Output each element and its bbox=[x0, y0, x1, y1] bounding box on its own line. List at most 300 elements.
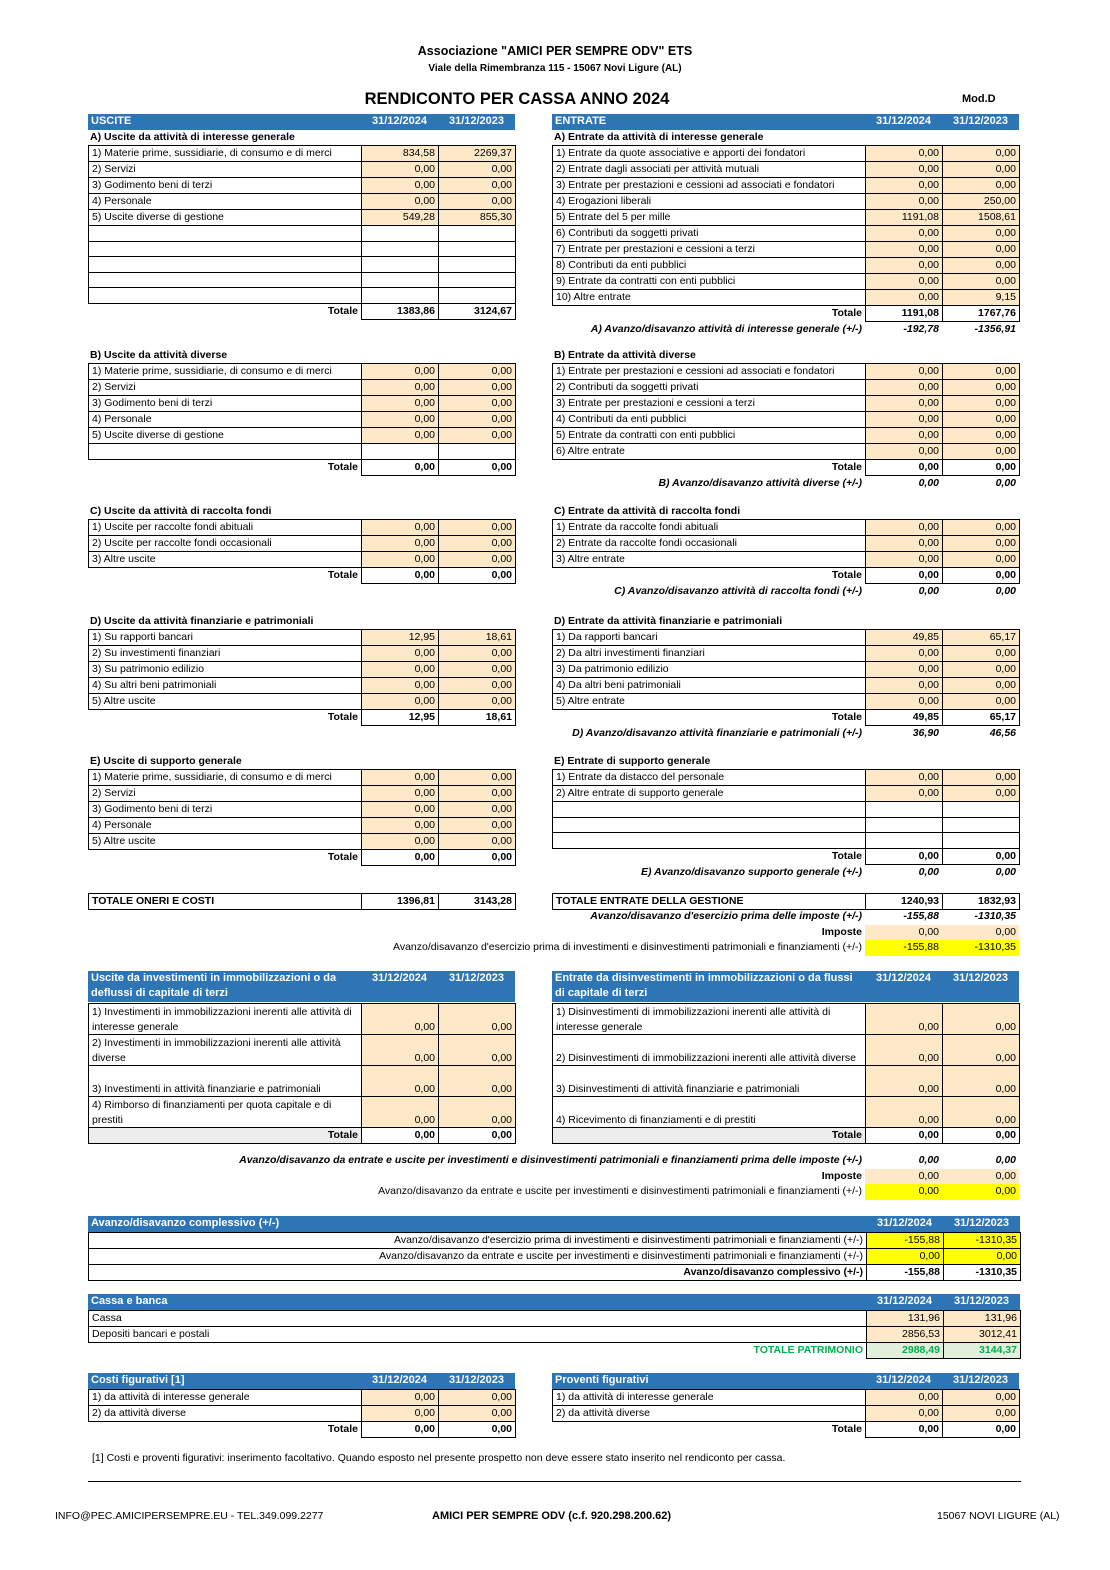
value-2024: 0,00 bbox=[362, 396, 439, 412]
complessivo bbox=[88, 1216, 1020, 1281]
complessivo-title: Avanzo/disavanzo complessivo (+/-) bbox=[88, 1216, 866, 1232]
complessivo-2023: -1310,35 bbox=[944, 1232, 1021, 1248]
year-2024-col: 31/12/2024 bbox=[361, 114, 438, 130]
model-code: Mod.D bbox=[962, 93, 996, 105]
value-2024: 0,00 bbox=[362, 770, 439, 786]
row-label: 1) da attività di interesse generale bbox=[553, 1390, 866, 1406]
year-2024-col: 31/12/2024 bbox=[361, 971, 438, 1002]
value-2023: 2269,37 bbox=[439, 146, 516, 162]
value-2023 bbox=[943, 802, 1020, 818]
cassa-2023: 3012,41 bbox=[944, 1326, 1021, 1342]
row-label: 1) Disinvestimenti di immobilizzazioni inerenti alle attività di interesse generale bbox=[553, 1004, 866, 1035]
value-2024 bbox=[362, 241, 439, 257]
entrate-header bbox=[552, 114, 1019, 130]
uscite-e-title: E) Uscite di supporto generale bbox=[90, 755, 242, 767]
value-2024: 0,00 bbox=[362, 1390, 439, 1406]
year-2024-col: 31/12/2024 bbox=[865, 1373, 942, 1389]
year-2023-col: 31/12/2023 bbox=[943, 1294, 1020, 1310]
row-label: 5) Altre uscite bbox=[89, 694, 362, 710]
invest-out-title: Uscite da investimenti in immobilizzazioni o da deflussi di capitale di terzi bbox=[88, 971, 361, 1002]
totale-oneri-label: TOTALE ONERI E COSTI bbox=[89, 894, 362, 910]
value-2024: 0,00 bbox=[866, 770, 943, 786]
total-2024: 0,00 bbox=[362, 850, 439, 866]
value-2024: 0,00 bbox=[866, 380, 943, 396]
result-2023: 0,00 bbox=[995, 585, 1016, 598]
value-2024 bbox=[866, 817, 943, 833]
value-2024: 0,00 bbox=[362, 536, 439, 552]
row-label bbox=[89, 288, 362, 304]
complessivo-2024: -155,88 bbox=[867, 1232, 944, 1248]
divider bbox=[88, 1481, 1021, 1482]
value-2024: 0,00 bbox=[362, 1097, 439, 1128]
value-2023 bbox=[439, 226, 516, 242]
value-2024: 0,00 bbox=[362, 786, 439, 802]
value-2024: 0,00 bbox=[362, 428, 439, 444]
cassa-label: Cassa bbox=[89, 1310, 867, 1326]
value-2023: 0,00 bbox=[943, 178, 1020, 194]
costi-figurativi-header bbox=[88, 1373, 515, 1389]
total-2024: 12,95 bbox=[362, 710, 439, 726]
total-label: Totale bbox=[327, 569, 358, 582]
row-label: 6) Contributi da soggetti privati bbox=[553, 226, 866, 242]
value-2023: 0,00 bbox=[439, 818, 516, 834]
cassa-2024: 2856,53 bbox=[867, 1326, 944, 1342]
value-2024: 0,00 bbox=[362, 802, 439, 818]
total-2024: 0,00 bbox=[362, 459, 439, 475]
result-label: A) Avanzo/disavanzo attività di interesse generale (+/-) bbox=[590, 323, 862, 336]
value-2023 bbox=[439, 241, 516, 257]
total-label: Totale bbox=[327, 851, 358, 864]
value-2023: 0,00 bbox=[943, 412, 1020, 428]
value-2024: 0,00 bbox=[866, 1390, 943, 1406]
cassa-label: Depositi bancari e postali bbox=[89, 1326, 867, 1342]
totale-patrimonio-2024: 2988,49 bbox=[867, 1342, 944, 1358]
value-2023: 250,00 bbox=[943, 194, 1020, 210]
value-2024: 0,00 bbox=[866, 226, 943, 242]
value-2023: 0,00 bbox=[439, 536, 516, 552]
footnote: [1] Costi e proventi figurativi: inserimento facoltativo. Quando esposto nel presente prospetto non deve essere stato inserito nel rendiconto per cassa. bbox=[92, 1452, 786, 1464]
row-label bbox=[553, 817, 866, 833]
total-2023: 0,00 bbox=[943, 568, 1020, 584]
value-2023: 0,00 bbox=[439, 552, 516, 568]
value-2023 bbox=[439, 444, 516, 460]
value-2024: 0,00 bbox=[866, 364, 943, 380]
value-2024: 0,00 bbox=[362, 520, 439, 536]
year-2023-col: 31/12/2023 bbox=[438, 971, 515, 1002]
value-2023: 0,00 bbox=[943, 662, 1020, 678]
row-label: 4) Personale bbox=[89, 818, 362, 834]
result-label: Avanzo/disavanzo da entrate e uscite per investimenti e disinvestimenti patrimoniali e finanziamenti (+/-) bbox=[378, 1185, 862, 1198]
row-label: 9) Entrate da contratti con enti pubblici bbox=[553, 274, 866, 290]
total-2024: 0,00 bbox=[362, 1422, 439, 1438]
org-address: Viale della Rimembranza 115 - 15067 Novi Ligure (AL) bbox=[428, 63, 682, 74]
row-label: 3) Godimento beni di terzi bbox=[89, 178, 362, 194]
row-label: 3) Altre entrate bbox=[553, 552, 866, 568]
value-2023 bbox=[439, 272, 516, 288]
value-2023: 0,00 bbox=[439, 1066, 516, 1097]
total-2023: 65,17 bbox=[943, 710, 1020, 726]
total-label: Totale bbox=[327, 460, 358, 473]
year-2023-col: 31/12/2023 bbox=[438, 1373, 515, 1389]
result-label: Imposte bbox=[821, 925, 862, 938]
row-label: 1) Entrate da quote associative e apporti dei fondatori bbox=[553, 146, 866, 162]
costi-figurativi-title: Costi figurativi [1] bbox=[88, 1373, 361, 1389]
value-2023 bbox=[943, 833, 1020, 849]
value-2023: 0,00 bbox=[943, 428, 1020, 444]
row-label: 6) Altre entrate bbox=[553, 444, 866, 460]
entrate-title: ENTRATE bbox=[552, 114, 865, 130]
value-2024: 0,00 bbox=[866, 1066, 943, 1097]
row-label: 3) Investimenti in attività finanziarie e patrimoniali bbox=[89, 1066, 362, 1097]
value-2024: 0,00 bbox=[866, 662, 943, 678]
value-2023: 0,00 bbox=[439, 162, 516, 178]
value-2023: 0,00 bbox=[439, 678, 516, 694]
value-2023: 1508,61 bbox=[943, 210, 1020, 226]
value-2023: 0,00 bbox=[439, 770, 516, 786]
total-2024: 0,00 bbox=[866, 1128, 943, 1144]
complessivo-2023: -1310,35 bbox=[944, 1264, 1021, 1280]
value-2024: 0,00 bbox=[362, 552, 439, 568]
value-2024: 0,00 bbox=[866, 178, 943, 194]
value-2024: 0,00 bbox=[362, 662, 439, 678]
value-2023: 0,00 bbox=[943, 1390, 1020, 1406]
year-2023-col: 31/12/2023 bbox=[942, 971, 1019, 1002]
value-2023: 0,00 bbox=[943, 274, 1020, 290]
total-2024: 1191,08 bbox=[866, 306, 943, 322]
value-2023: 0,00 bbox=[439, 364, 516, 380]
value-2024: 0,00 bbox=[362, 1066, 439, 1097]
result-2023: 0,00 bbox=[995, 865, 1016, 878]
row-label: 2) Contributi da soggetti privati bbox=[553, 380, 866, 396]
total-2023: 0,00 bbox=[439, 1422, 516, 1438]
year-2023-col: 31/12/2023 bbox=[942, 1373, 1019, 1389]
value-2024: 0,00 bbox=[866, 412, 943, 428]
value-2023: 0,00 bbox=[943, 1035, 1020, 1066]
totale-entrate-2023: 1832,93 bbox=[943, 894, 1020, 910]
result-label: C) Avanzo/disavanzo attività di raccolta fondi (+/-) bbox=[614, 585, 862, 598]
value-2024: 0,00 bbox=[866, 258, 943, 274]
value-2023: 0,00 bbox=[439, 1390, 516, 1406]
value-2024 bbox=[362, 444, 439, 460]
value-2024: 834,58 bbox=[362, 146, 439, 162]
row-label bbox=[89, 241, 362, 257]
complessivo-label: Avanzo/disavanzo complessivo (+/-) bbox=[89, 1264, 867, 1280]
result-2023: 0,00 bbox=[995, 1154, 1016, 1167]
value-2024: 0,00 bbox=[362, 194, 439, 210]
value-2024 bbox=[362, 272, 439, 288]
value-2023: 0,00 bbox=[943, 552, 1020, 568]
total-label: Totale bbox=[327, 304, 358, 317]
year-2024-col: 31/12/2024 bbox=[866, 1294, 943, 1310]
result-label: D) Avanzo/disavanzo attività finanziarie e patrimoniali (+/-) bbox=[572, 727, 862, 740]
row-label: 3) Godimento beni di terzi bbox=[89, 396, 362, 412]
row-label: 4) Rimborso di finanziamenti per quota capitale e di prestiti bbox=[89, 1097, 362, 1128]
result-2024: 0,00 bbox=[865, 1169, 942, 1185]
value-2023: 9,15 bbox=[943, 290, 1020, 306]
result-2024: -192,78 bbox=[903, 323, 939, 336]
value-2024 bbox=[362, 257, 439, 273]
result-2023: -1356,91 bbox=[974, 323, 1016, 336]
entrate-e bbox=[552, 754, 1019, 880]
result-2024: -155,88 bbox=[903, 910, 939, 923]
value-2024: 0,00 bbox=[362, 380, 439, 396]
result-label: Avanzo/disavanzo d'esercizio prima delle imposte (+/-) bbox=[590, 910, 862, 923]
row-label: 3) Disinvestimenti di attività finanziarie e patrimoniali bbox=[553, 1066, 866, 1097]
value-2023: 0,00 bbox=[439, 520, 516, 536]
invest-in-rows bbox=[552, 1003, 1019, 1144]
complessivo-label: Avanzo/disavanzo d'esercizio prima di investimenti e disinvestimenti patrimoniali e finanziamenti (+/-) bbox=[89, 1232, 867, 1248]
value-2023: 0,00 bbox=[943, 242, 1020, 258]
row-label: 2) da attività diverse bbox=[89, 1406, 362, 1422]
result-2023: -1310,35 bbox=[942, 940, 1019, 956]
row-label: 2) Entrate dagli associati per attività mutuali bbox=[553, 162, 866, 178]
result-2024: 0,00 bbox=[918, 585, 939, 598]
value-2024 bbox=[866, 802, 943, 818]
total-2023: 1767,76 bbox=[943, 306, 1020, 322]
row-label: 2) Da altri investimenti finanziari bbox=[553, 646, 866, 662]
value-2024: 12,95 bbox=[362, 630, 439, 646]
total-2024: 0,00 bbox=[866, 568, 943, 584]
value-2023: 0,00 bbox=[439, 834, 516, 850]
entrate-e-title: E) Entrate di supporto generale bbox=[554, 755, 711, 767]
value-2024: 0,00 bbox=[362, 1406, 439, 1422]
value-2024: 0,00 bbox=[866, 242, 943, 258]
value-2024: 0,00 bbox=[866, 646, 943, 662]
value-2023: 0,00 bbox=[943, 146, 1020, 162]
value-2024: 0,00 bbox=[866, 678, 943, 694]
value-2024 bbox=[866, 833, 943, 849]
value-2024: 0,00 bbox=[866, 1406, 943, 1422]
row-label: 1) Da rapporti bancari bbox=[553, 630, 866, 646]
value-2023: 0,00 bbox=[439, 662, 516, 678]
value-2024: 0,00 bbox=[866, 1004, 943, 1035]
value-2023: 0,00 bbox=[943, 396, 1020, 412]
row-label: 5) Entrate da contratti con enti pubblici bbox=[553, 428, 866, 444]
row-label: 3) Godimento beni di terzi bbox=[89, 802, 362, 818]
totale-entrate bbox=[552, 893, 1019, 910]
row-label: 1) Investimenti in immobilizzazioni inerenti alle attività di interesse generale bbox=[89, 1004, 362, 1035]
value-2024: 549,28 bbox=[362, 210, 439, 226]
row-label: 1) Materie prime, sussidiarie, di consumo e di merci bbox=[89, 770, 362, 786]
cassa-banca bbox=[88, 1294, 1020, 1359]
value-2024: 0,00 bbox=[866, 194, 943, 210]
result-label: Avanzo/disavanzo da entrate e uscite per investimenti e disinvestimenti patrimoniali e finanziamenti prima delle imposte (+/-) bbox=[239, 1154, 862, 1167]
result-2024: 0,00 bbox=[918, 865, 939, 878]
row-label: 3) Entrate per prestazioni e cessioni a terzi bbox=[553, 396, 866, 412]
row-label: 4) Erogazioni liberali bbox=[553, 194, 866, 210]
result-2024: -155,88 bbox=[865, 940, 942, 956]
total-2024: 0,00 bbox=[866, 848, 943, 864]
value-2024: 0,00 bbox=[866, 146, 943, 162]
value-2024: 0,00 bbox=[866, 396, 943, 412]
page-title: RENDICONTO PER CASSA ANNO 2024 bbox=[364, 90, 670, 108]
total-2023: 18,61 bbox=[439, 710, 516, 726]
value-2024: 0,00 bbox=[362, 178, 439, 194]
complessivo-2023: 0,00 bbox=[944, 1248, 1021, 1264]
value-2023: 0,00 bbox=[439, 1004, 516, 1035]
total-2023: 0,00 bbox=[943, 1422, 1020, 1438]
footer-city: 15067 NOVI LIGURE (AL) bbox=[937, 1510, 1060, 1522]
row-label: 2) Disinvestimenti di immobilizzazioni inerenti alle attività diverse bbox=[553, 1035, 866, 1066]
uscite-a bbox=[88, 130, 515, 320]
value-2024: 0,00 bbox=[866, 520, 943, 536]
row-label bbox=[89, 444, 362, 460]
result-2024: 0,00 bbox=[918, 477, 939, 490]
value-2023 bbox=[439, 288, 516, 304]
row-label: 2) da attività diverse bbox=[553, 1406, 866, 1422]
value-2024: 0,00 bbox=[866, 552, 943, 568]
row-label: 3) Altre uscite bbox=[89, 552, 362, 568]
total-2024: 0,00 bbox=[362, 1128, 439, 1144]
proventi-figurativi-rows bbox=[552, 1389, 1019, 1438]
total-2023: 0,00 bbox=[439, 568, 516, 584]
row-label: 1) Materie prime, sussidiarie, di consumo e di merci bbox=[89, 146, 362, 162]
total-label: Totale bbox=[831, 307, 862, 320]
total-2023: 0,00 bbox=[439, 1128, 516, 1144]
entrate-b-title: B) Entrate da attività diverse bbox=[554, 349, 696, 361]
value-2024: 49,85 bbox=[866, 630, 943, 646]
total-2023: 0,00 bbox=[943, 460, 1020, 476]
invest-in-title: Entrate da disinvestimenti in immobilizzazioni o da flussi di capitale di terzi bbox=[552, 971, 865, 1002]
entrate-a bbox=[552, 130, 1019, 338]
row-label: 2) Servizi bbox=[89, 786, 362, 802]
value-2023: 0,00 bbox=[439, 380, 516, 396]
value-2023: 0,00 bbox=[439, 412, 516, 428]
value-2024: 0,00 bbox=[362, 818, 439, 834]
total-2024: 49,85 bbox=[866, 710, 943, 726]
value-2023: 0,00 bbox=[439, 1406, 516, 1422]
value-2023: 0,00 bbox=[439, 178, 516, 194]
uscite-c bbox=[88, 504, 515, 584]
uscite-d bbox=[88, 614, 515, 726]
row-label: 1) Entrate per prestazioni e cessioni ad associati e fondatori bbox=[553, 364, 866, 380]
value-2023: 0,00 bbox=[943, 694, 1020, 710]
value-2023 bbox=[943, 817, 1020, 833]
row-label: 5) Uscite diverse di gestione bbox=[89, 428, 362, 444]
value-2023: 0,00 bbox=[439, 694, 516, 710]
complessivo-2024: 0,00 bbox=[867, 1248, 944, 1264]
value-2024: 0,00 bbox=[362, 1004, 439, 1035]
year-2024-col: 31/12/2024 bbox=[865, 971, 942, 1002]
uscite-b bbox=[88, 348, 515, 476]
value-2024: 0,00 bbox=[866, 1097, 943, 1128]
value-2024: 0,00 bbox=[362, 646, 439, 662]
proventi-figurativi-title: Proventi figurativi bbox=[552, 1373, 865, 1389]
row-label: 4) Su altri beni patrimoniali bbox=[89, 678, 362, 694]
row-label: 4) Ricevimento di finanziamenti e di prestiti bbox=[553, 1097, 866, 1128]
total-label: Totale bbox=[831, 849, 862, 862]
totale-oneri-2023: 3143,28 bbox=[439, 894, 516, 910]
row-label: 1) Entrate da raccolte fondi abituali bbox=[553, 520, 866, 536]
entrate-c bbox=[552, 504, 1019, 600]
result-label: Imposte bbox=[821, 1169, 862, 1182]
row-label: 10) Altre entrate bbox=[553, 290, 866, 306]
row-label: 4) Contributi da enti pubblici bbox=[553, 412, 866, 428]
value-2023: 0,00 bbox=[943, 226, 1020, 242]
cassa-2024: 131,96 bbox=[867, 1310, 944, 1326]
value-2023: 0,00 bbox=[943, 364, 1020, 380]
value-2024: 0,00 bbox=[866, 290, 943, 306]
entrate-a-title: A) Entrate da attività di interesse generale bbox=[554, 131, 764, 143]
uscite-a-title: A) Uscite da attività di interesse generale bbox=[90, 131, 295, 143]
value-2023: 0,00 bbox=[439, 1035, 516, 1066]
row-label: 3) Entrate per prestazioni e cessioni ad associati e fondatori bbox=[553, 178, 866, 194]
value-2023: 65,17 bbox=[943, 630, 1020, 646]
row-label bbox=[89, 226, 362, 242]
row-label: 1) Uscite per raccolte fondi abituali bbox=[89, 520, 362, 536]
cassa-2023: 131,96 bbox=[944, 1310, 1021, 1326]
value-2023: 0,00 bbox=[943, 678, 1020, 694]
totale-entrate-2024: 1240,93 bbox=[866, 894, 943, 910]
total-2024: 0,00 bbox=[362, 568, 439, 584]
value-2023: 0,00 bbox=[943, 1066, 1020, 1097]
invest-in-header bbox=[552, 971, 1019, 1002]
total-label: Totale bbox=[831, 461, 862, 474]
complessivo-2024: -155,88 bbox=[867, 1264, 944, 1280]
cassa-title: Cassa e banca bbox=[88, 1294, 866, 1310]
value-2023: 0,00 bbox=[439, 428, 516, 444]
result-2024: 0,00 bbox=[865, 1184, 942, 1200]
result-label: B) Avanzo/disavanzo attività diverse (+/-) bbox=[658, 477, 862, 490]
value-2024: 0,00 bbox=[362, 162, 439, 178]
value-2024: 0,00 bbox=[362, 1035, 439, 1066]
row-label: 8) Contributi da enti pubblici bbox=[553, 258, 866, 274]
result-2023: -1310,35 bbox=[974, 910, 1016, 923]
value-2024: 0,00 bbox=[362, 364, 439, 380]
row-label: 4) Personale bbox=[89, 412, 362, 428]
value-2023: 0,00 bbox=[943, 770, 1020, 786]
row-label: 5) Uscite diverse di gestione bbox=[89, 210, 362, 226]
row-label: 1) da attività di interesse generale bbox=[89, 1390, 362, 1406]
proventi-figurativi-header bbox=[552, 1373, 1019, 1389]
value-2023: 0,00 bbox=[943, 444, 1020, 460]
totale-patrimonio-label: TOTALE PATRIMONIO bbox=[753, 1343, 863, 1356]
result-2023: 46,56 bbox=[989, 727, 1016, 740]
value-2023: 18,61 bbox=[439, 630, 516, 646]
uscite-c-title: C) Uscite da attività di raccolta fondi bbox=[90, 505, 272, 517]
value-2023 bbox=[439, 257, 516, 273]
row-label: 5) Entrate del 5 per mille bbox=[553, 210, 866, 226]
value-2023: 0,00 bbox=[943, 258, 1020, 274]
row-label: 2) Servizi bbox=[89, 380, 362, 396]
value-2024: 0,00 bbox=[362, 678, 439, 694]
year-2024-col: 31/12/2024 bbox=[866, 1216, 943, 1232]
total-2023: 0,00 bbox=[943, 848, 1020, 864]
value-2023: 0,00 bbox=[943, 1406, 1020, 1422]
row-label: 2) Altre entrate di supporto generale bbox=[553, 786, 866, 802]
value-2024: 1191,08 bbox=[866, 210, 943, 226]
row-label: 2) Su investimenti finanziari bbox=[89, 646, 362, 662]
total-2024: 1383,86 bbox=[362, 303, 439, 319]
row-label: 2) Entrate da raccolte fondi occasionali bbox=[553, 536, 866, 552]
value-2024 bbox=[362, 288, 439, 304]
total-2024: 0,00 bbox=[866, 1422, 943, 1438]
value-2023: 0,00 bbox=[439, 646, 516, 662]
value-2023: 0,00 bbox=[943, 1097, 1020, 1128]
total-label: Totale bbox=[327, 711, 358, 724]
value-2024: 0,00 bbox=[362, 694, 439, 710]
row-label: 1) Su rapporti bancari bbox=[89, 630, 362, 646]
totale-oneri bbox=[88, 893, 515, 910]
result-2023: 0,00 bbox=[942, 925, 1019, 941]
total-label: Totale bbox=[327, 1423, 358, 1436]
row-label: 1) Materie prime, sussidiarie, di consumo e di merci bbox=[89, 364, 362, 380]
esercizio-results bbox=[200, 909, 1019, 956]
value-2023: 855,30 bbox=[439, 210, 516, 226]
value-2023: 0,00 bbox=[439, 194, 516, 210]
value-2023: 0,00 bbox=[943, 380, 1020, 396]
value-2024: 0,00 bbox=[866, 694, 943, 710]
